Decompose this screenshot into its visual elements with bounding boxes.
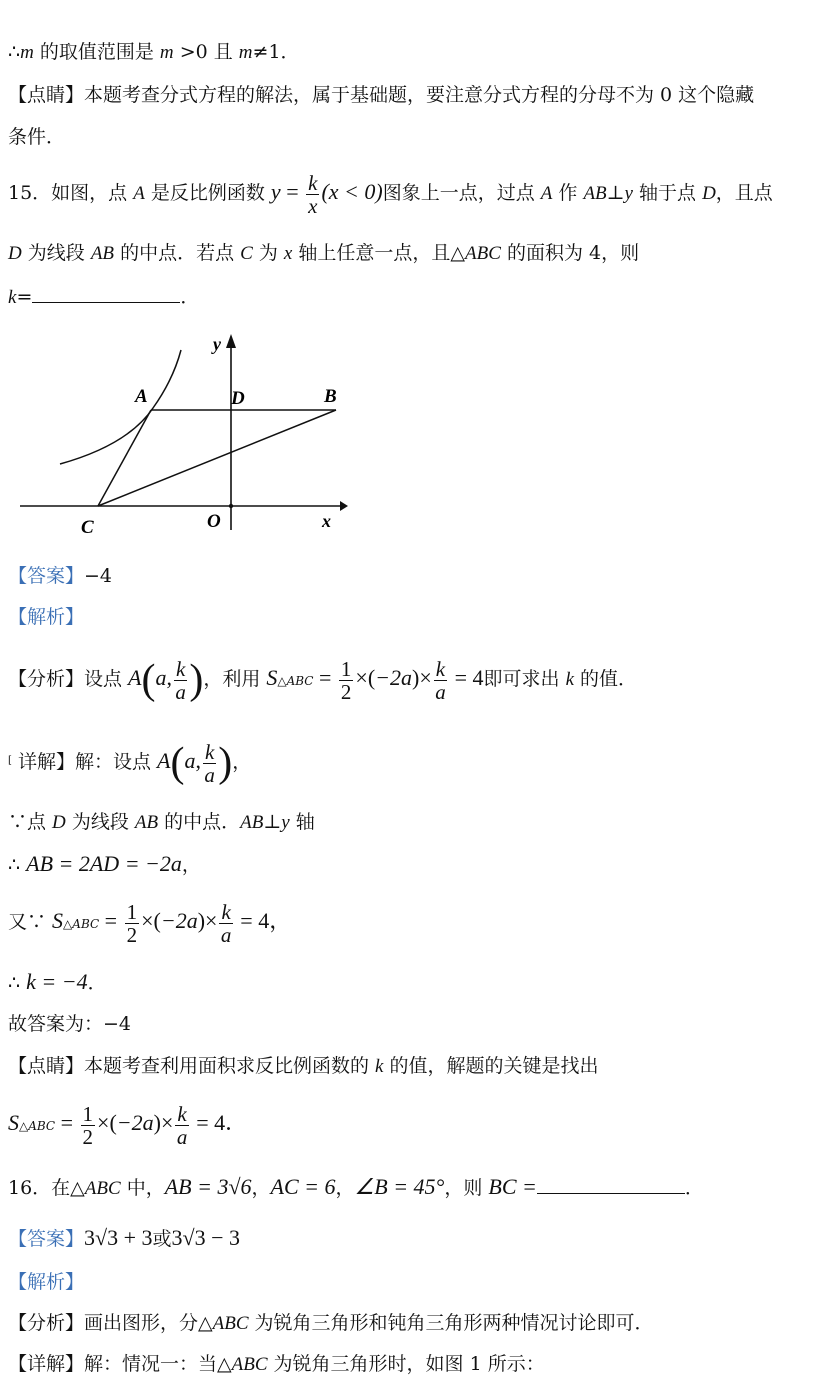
question-15-line3: k= ．: [8, 286, 200, 308]
fenxi-15: 【分析】设点 A(a, $\frac{k}{a}$ )，利用 S△ABC = $\frac{1}{2}$ ×(−2a)× $\frac{k}{a}$ = 4即可求出 k 的值．: [8, 656, 638, 704]
step-3: 又∵ S△ABC = $\frac{1}{2}$ ×(−2a)× $\frac{k}{a}$ = 4，: [8, 899, 292, 947]
label-C: C: [81, 517, 94, 538]
step-4: ∴ k = −4．: [8, 969, 107, 994]
fraction-k-over-x: $\frac{k}{x}$: [308, 170, 318, 218]
xiangjie-16: 【详解】解：情况一：当△ABC 为锐角三角形时，如图 1 所示：: [8, 1353, 545, 1375]
dianjing-15-formula: S△ABC = $\frac{1}{2}$ ×(−2a)× $\frac{k}{a}$ = 4．: [8, 1101, 248, 1149]
origin-point: [229, 504, 233, 508]
answer-16: 【答案】3√3 + 3或3√3 − 3: [8, 1225, 240, 1250]
question-16: 16．在△ABC 中，AB = 3√6，AC = 6，∠B = 45°，则 BC = ．: [8, 1174, 704, 1199]
label-B: B: [324, 386, 337, 407]
jiexi-15-header: 【解析】: [8, 606, 85, 628]
question-15-line2: D 为线段 AB 的中点．若点 C 为 x 轴上任意一点，且△ABC 的面积为 4，则: [8, 242, 640, 264]
label-y: y: [213, 334, 221, 354]
answer-blank-16: [537, 1175, 685, 1194]
step-2: ∴ AB = 2AD = −2a，: [8, 851, 201, 876]
jiexi-16-header: 【解析】: [8, 1271, 85, 1293]
dianjing-15: 【点睛】本题考查利用面积求反比例函数的 k 的值，解题的关键是找出: [8, 1055, 599, 1077]
fenxi-16: 【分析】画出图形，分△ABC 为锐角三角形和钝角三角形两种情况讨论即可．: [8, 1312, 654, 1334]
step-1: ∵点 D 为线段 AB 的中点．AB⊥y 轴: [8, 811, 315, 833]
answer-15: 【答案】−4: [8, 565, 113, 587]
y-axis-arrow: [226, 334, 236, 348]
hyperbola-curve: [60, 350, 181, 464]
label-O: O: [207, 511, 221, 532]
text-line-conclusion: ∴m 的取值范围是 m >0 且 m≠1．: [8, 41, 300, 63]
label-x: x: [322, 511, 331, 531]
answer-blank: [32, 284, 180, 303]
question-15-line1: 15．如图，点 A 是反比例函数 y = $\frac{k}{x}$ (x < 0)图象上一点，过点 A 作 AB⊥y 轴于点 D，且点: [8, 170, 773, 218]
text-line-dianjing-14: 【点睛】本题考查分式方程的解法，属于基础题，要注意分式方程的分母不为 0 这个隐藏: [8, 84, 755, 106]
step-5-final-answer: 故答案为：−4: [8, 1013, 132, 1035]
segment-BC: [98, 410, 336, 506]
figure-hyperbola-diagram: [18, 330, 348, 540]
text-line-dianjing-14-cont: 条件．: [8, 126, 66, 148]
label-D: D: [231, 388, 245, 409]
segment-AC: [98, 410, 151, 506]
x-axis-arrow: [340, 501, 348, 511]
label-A: A: [135, 386, 148, 407]
xiangjie-15: [ 详解】解：设点 A(a, $\frac{k}{a}$ )，: [8, 739, 252, 787]
